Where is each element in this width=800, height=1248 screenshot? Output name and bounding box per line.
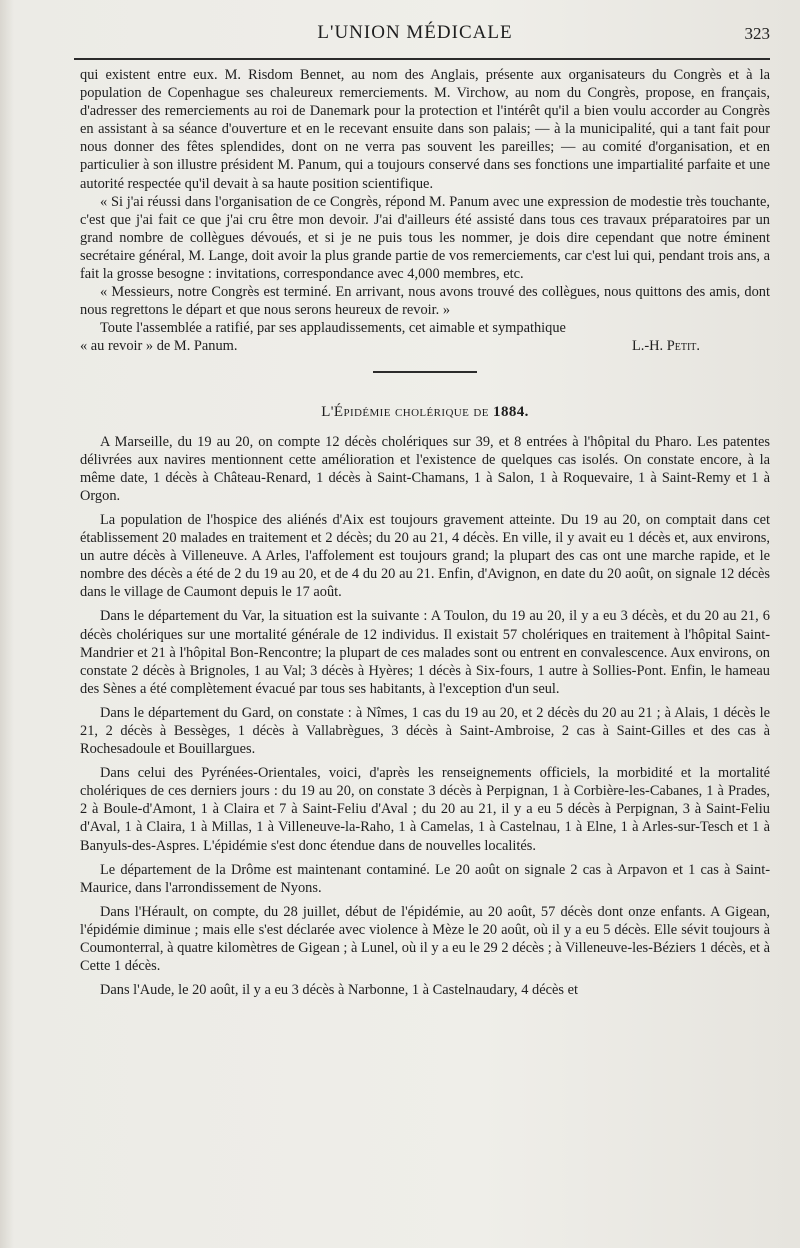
header-rule <box>74 58 770 60</box>
paragraph: Dans le département du Var, la situation est la suivante : A Toulon, du 19 au 20, il y a eu 3 décès, et du 20 au 21, 6 décès cholériques sur une mortalité générale de 12 individus. Il existait 57 cholériques en traitement à l'hôpital Saint-Mandrier et 21 à l'hôpital Bon-Rencontre; la plupart de ces malades sont ou entrent en convalescence. Aux environs, on constate 2 décès à Brignoles, 1 au Val; 3 décès à Hyères; 1 décès à Six-fours, 1 autre à Sollies-Pont. Enfin, le hameau des Sènes a été complètement évacué par tous ses habitants, à l'exception d'un seul. <box>80 608 770 697</box>
section-title-prefix: L' <box>321 403 334 420</box>
paragraph: Dans celui des Pyrénées-Orientales, voici, d'après les renseignements officiels, la morbidité et la mortalité cholériques de ces derniers jours : du 19 au 20, on constate 3 décès à Perpignan, 1 à Corbière-les-Cabanes, 1 à Prades, 2 à Boule-d'Amont, 1 à Claira et 7 à Saint-Feliu d'Aval ; du 20 au 21, il y a eu 5 décès à Perpignan, 3 à Saint-Feliu d'Aval, 1 à Claira, 1 à Millas, 1 à Villeneuve-la-Raho, 1 à Camelas, 1 à Castelnau, 1 à Elne, 1 à Arles-sur-Tesch et 1 à Banyuls-des-Aspres. L'épidémie s'est donc étendue dans de nouvelles localités. <box>80 765 770 854</box>
epidemic-report <box>80 433 770 1000</box>
paragraph: qui existent entre eux. M. Risdom Bennet, au nom des Anglais, présente aux organisateurs du Congrès et à la population de Copenhague ses chaleureux remerciements. M. Virchow, au nom du Congrès, propose, en français, d'adresser des remerciements au roi de Danemark pour la protection et l'intérêt qu'il a bien voulu accorder au Congrès en assistant à sa séance d'ouverture et en le recevant ensuite dans son palais; — à la municipalité, qui a tant fait pour nous donner des fêtes splendides, dont on ne verra pas souvent les pareilles; — au comité d'organisation, et en particulier à son illustre président M. Panum, qui a toujours conservé dans ses fonctions une impartialité parfaite et une autorité respectée qu'il devait à sa haute position scientifique. <box>80 67 770 192</box>
author-name: Petit. <box>666 338 700 355</box>
paragraph: Toute l'assemblée a ratifié, par ses applaudissements, cet aimable et sympathique <box>100 320 566 337</box>
paragraph: A Marseille, du 19 au 20, on compte 12 décès cholériques sur 39, et 8 entrées à l'hôpital du Pharo. Les patentes délivrées aux navires mentionnent cette amélioration et l'existence de quelques cas isolés. On constate encore, à la même date, 1 décès à Château-Renard, 1 décès à Saint-Chamans, 1 à Salon, 1 à Roquevaire, 1 à Saint-Remy et 1 à Orgon. <box>80 433 770 504</box>
paragraph: Le département de la Drôme est maintenant contaminé. Le 20 août on signale 2 cas à Arpavon et 1 cas à Saint-Maurice, dans l'arrondissement de Nyons. <box>80 861 770 896</box>
running-title: L'UNION MÉDICALE <box>317 22 513 43</box>
author-initials: L.-H. <box>631 338 664 355</box>
paragraph: « Si j'ai réussi dans l'organisation de ce Congrès, répond M. Panum avec une expression de modestie très touchante, c'est que j'ai fait ce que j'ai cru être mon devoir. J'ai d'ailleurs été assisté dans tous ces travaux préparatoires par un grand nombre de collègues dévoués, et si je ne puis tous les nommer, je dois dire cependant que notre éminent secrétaire général, M. Lange, doit avoir la plus grande partie de vos remerciements, car c'est lui qui, pendant trois ans, a fait la grosse besogne : invitations, correspondance avec 4,000 membres, etc. <box>80 193 770 283</box>
page-number: 323 <box>744 24 770 43</box>
section-title <box>80 403 770 421</box>
paragraph: Dans le département du Gard, on constate : à Nîmes, 1 cas du 19 au 20, et 2 décès du 20 au 21 ; à Alais, 1 décès le 21, 2 décès à Bessèges, 1 décès à Vallabrègues, 3 décès à Saint-Ambroise, 2 cas à Saint-Gilles et des cas à Rochesadoule et Bouillargues. <box>80 704 770 758</box>
paragraph: « Messieurs, notre Congrès est terminé. En arrivant, nous avons trouvé des collègues, nous quittons des amis, dont nous regrettons le départ et que nous serons heureux de revoir. » <box>80 284 770 319</box>
signoff-text: « au revoir » de M. Panum. <box>80 338 238 355</box>
section-title-words: Épidémie cholérique de <box>333 403 489 420</box>
section-title-year: 1884. <box>493 403 529 420</box>
author-signature <box>632 337 700 355</box>
paragraph: Dans l'Aude, le 20 août, il y a eu 3 décès à Narbonne, 1 à Castelnaudary, 4 décès et <box>100 982 578 999</box>
paragraph: Dans l'Hérault, on compte, du 28 juillet, début de l'épidémie, au 20 août, 57 décès dont onze enfants. A Gigean, l'épidémie diminue ; mais elle s'est déclarée avec violence à Mèze le 20 août, où il y a eu 5 décès. Elle sévit toujours à Coumonterral, à quatre kilomètres de Gigean ; à Lunel, où il y a eu le 29 2 décès ; à Villeneuve-les-Béziers 1 décès, et à Cette 1 décès. <box>80 903 770 975</box>
paragraph: La population de l'hospice des aliénés d'Aix est toujours gravement atteinte. Du 19 au 20, on comptait dans cet établissement 20 malades en traitement et 2 décès; du 20 au 21, 4 décès. En ville, il y avait eu 1 décès et, aux environs, un autre décès à Villeneuve. A Arles, l'affolement est toujours grand; la plupart des cas ont une marche rapide, et le nombre des décès a été de 2 du 19 au 20, et de 4 du 20 au 21. Enfin, d'Avignon, en date du 20 août, on signale 12 décès dans le village de Caumont depuis le 17 août. <box>80 511 770 601</box>
signoff-line <box>80 337 770 355</box>
article-body <box>80 66 770 999</box>
page-header <box>60 22 770 52</box>
section-divider <box>373 371 477 373</box>
